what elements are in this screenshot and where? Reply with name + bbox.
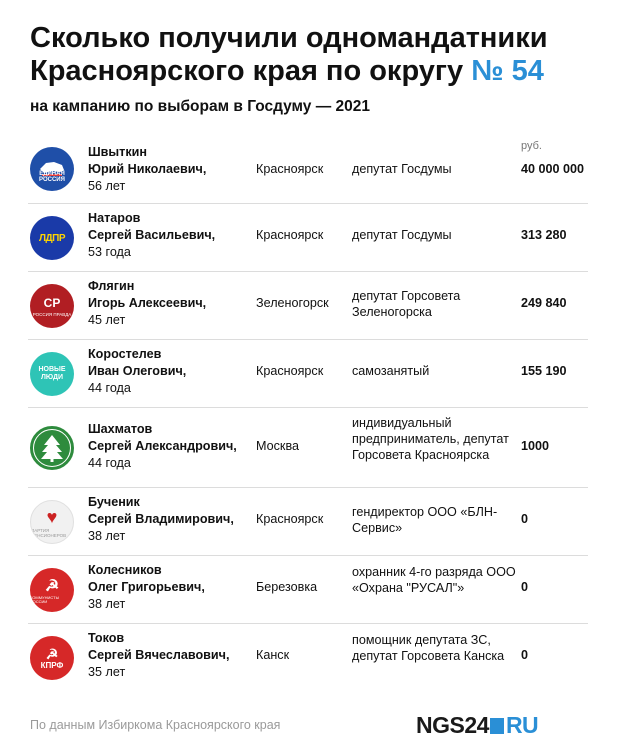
candidate-name: Швыткин Юрий Николаевич, 56 лет — [88, 145, 207, 193]
candidate-amount: 249 840 — [521, 296, 567, 310]
table-row — [28, 408, 588, 488]
candidate-amount: 40 000 000 — [521, 162, 585, 176]
candidate-amount: 313 280 — [521, 228, 567, 242]
table-row — [28, 272, 588, 340]
candidate-job: охранник 4-го разряда ООО «Охрана "РУСАЛ"» — [352, 565, 516, 595]
candidate-job: индивидуальный предприниматель, депутат Горсовета Красноярска — [352, 416, 509, 462]
candidate-amount: 0 — [521, 512, 529, 526]
square-icon — [490, 718, 504, 734]
candidate-job: помощник депутата ЗС, депутат Горсовета Канска — [352, 633, 505, 663]
table-row — [28, 204, 588, 272]
bear-icon — [30, 147, 74, 191]
party-logo-just-russia: СР РОССИЯ ПРАВДА — [30, 284, 74, 328]
candidate-city: Красноярск — [256, 162, 324, 176]
candidate-amount: 1000 — [521, 439, 550, 453]
party-logo-greens — [30, 426, 74, 470]
candidate-name: Колесников Олег Григорьевич, 38 лет — [88, 563, 205, 611]
brand-logo: NGS24 RU — [416, 712, 539, 738]
party-logo-kprf: ☭ КПРФ — [30, 636, 74, 680]
candidate-city: Москва — [256, 439, 299, 453]
hammer-sickle-icon: ☭ — [45, 645, 59, 662]
candidate-job: гендиректор ООО «БЛН-Сервис» — [352, 505, 498, 535]
district-number: № 54 — [471, 55, 544, 87]
party-logo-new-people: НОВЫЕ ЛЮДИ — [30, 352, 74, 396]
candidate-amount: 0 — [521, 648, 529, 662]
candidate-city: Красноярск — [256, 512, 324, 526]
candidate-job: депутат Госдумы — [352, 162, 452, 176]
table-row — [28, 556, 588, 624]
candidate-city: Зеленогорск — [256, 296, 329, 310]
candidate-name: Шахматов Сергей Александрович, 44 года — [88, 422, 237, 470]
candidates-table — [28, 136, 588, 692]
table-row — [28, 136, 588, 204]
currency-unit: руб. — [521, 140, 542, 152]
candidate-city: Красноярск — [256, 364, 324, 378]
page-title: Сколько получили одномандатники Красноярского края по округу № 54 — [30, 22, 548, 87]
page-subtitle: на кампанию по выборам в Госдуму — 2021 — [30, 98, 371, 115]
candidate-job: депутат Госдумы — [352, 228, 452, 242]
table-row — [28, 340, 588, 408]
candidate-name: Бученик Сергей Владимирович, 38 лет — [88, 495, 234, 543]
heart-icon: ♥ — [46, 506, 58, 527]
candidate-name: Токов Сергей Вячеславович, 35 лет — [88, 631, 230, 679]
party-logo-communists-of-russia: ☭ КОММУНИСТЫ РОССИИ — [30, 568, 74, 612]
candidate-city: Красноярск — [256, 228, 324, 242]
candidate-job: депутат Горсовета Зеленогорска — [352, 289, 461, 319]
tree-icon — [33, 429, 71, 467]
candidate-amount: 0 — [521, 580, 529, 594]
candidate-city: Березовка — [256, 580, 318, 594]
table-row — [28, 624, 588, 692]
candidate-name: Флягин Игорь Алексеевич, 45 лет — [88, 279, 207, 327]
candidate-amount: 155 190 — [521, 364, 567, 378]
party-logo-pensioners: ♥ ПАРТИЯ ПЕНСИОНЕРОВ — [30, 500, 74, 544]
candidate-city: Канск — [256, 648, 290, 662]
candidate-name: Коростелев Иван Олегович, 44 года — [88, 347, 187, 395]
candidate-name: Натаров Сергей Васильевич, 53 года — [88, 211, 216, 259]
party-logo-united-russia: ЕДИНАЯ РОССИЯ — [30, 147, 74, 191]
table-row — [28, 488, 588, 556]
hammer-sickle-icon: ☭ — [44, 578, 60, 595]
data-source-note: По данным Избиркома Красноярского края — [30, 718, 281, 732]
candidate-job: самозанятый — [352, 364, 430, 378]
party-logo-ldpr: ЛДПР — [30, 216, 74, 260]
